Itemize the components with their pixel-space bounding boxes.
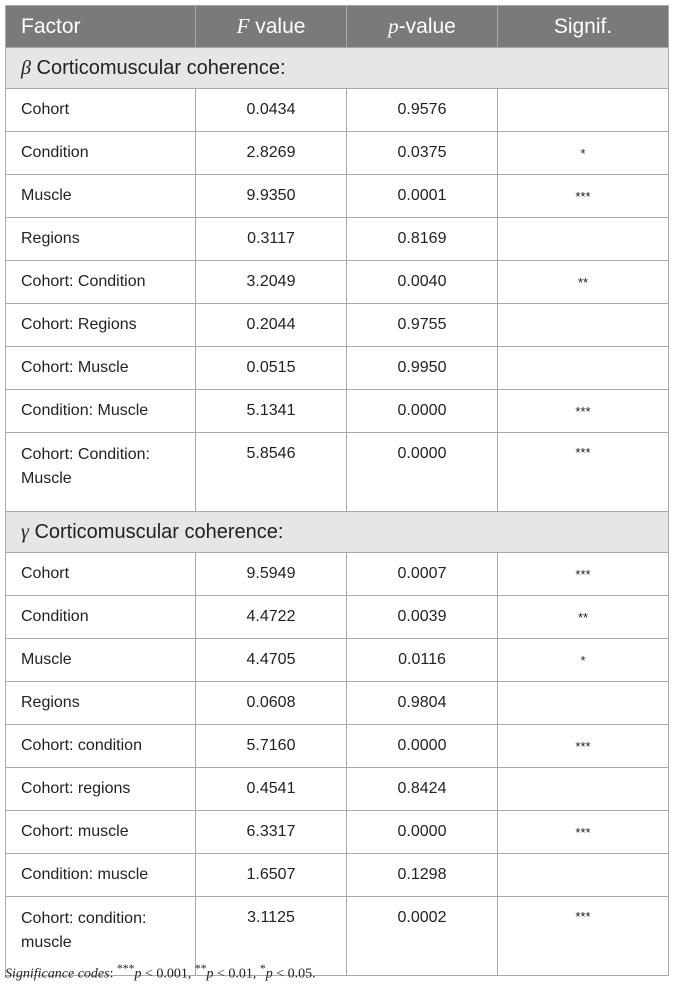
- section-title: [6, 512, 669, 553]
- table-row: [6, 639, 669, 682]
- table-row: [6, 218, 669, 261]
- cell-f-value: 0.0515: [196, 347, 347, 390]
- header-factor: Factor: [6, 6, 196, 48]
- factor-line-1: Cohort: Condition:: [21, 446, 150, 463]
- cell-f-value: 0.0434: [196, 89, 347, 132]
- table-row: [6, 433, 669, 512]
- cell-factor: [6, 433, 196, 512]
- cell-factor: Cohort: [6, 553, 196, 596]
- table-row: [6, 347, 669, 390]
- cell-p-value: 0.9804: [347, 682, 498, 725]
- cell-signif: ***: [498, 811, 669, 854]
- table-row: [6, 132, 669, 175]
- cell-p-value: 0.0002: [347, 897, 498, 976]
- cell-p-value: 0.8424: [347, 768, 498, 811]
- table-row: [6, 768, 669, 811]
- cell-signif: [498, 218, 669, 261]
- cell-factor: Cohort: Regions: [6, 304, 196, 347]
- cell-signif: [498, 682, 669, 725]
- cell-p-value: 0.0001: [347, 175, 498, 218]
- factor-line-2: muscle: [21, 934, 72, 951]
- cell-signif: **: [498, 261, 669, 304]
- cell-factor: Cohort: [6, 89, 196, 132]
- cell-factor: Regions: [6, 682, 196, 725]
- cell-f-value: 0.2044: [196, 304, 347, 347]
- cell-p-value: 0.0039: [347, 596, 498, 639]
- cell-signif: ***: [498, 390, 669, 433]
- cell-factor: Condition: Muscle: [6, 390, 196, 433]
- cell-signif: ***: [498, 897, 669, 976]
- table-row: [6, 811, 669, 854]
- footnote-colon: :: [109, 966, 117, 982]
- table-row: [6, 261, 669, 304]
- table-row: [6, 596, 669, 639]
- cell-factor: Cohort: regions: [6, 768, 196, 811]
- cell-signif: *: [498, 639, 669, 682]
- table-row: [6, 725, 669, 768]
- cell-p-value: 0.0040: [347, 261, 498, 304]
- cell-signif: ***: [498, 553, 669, 596]
- cell-signif: ***: [498, 725, 669, 768]
- header-f-label: value: [249, 15, 306, 38]
- section-symbol: γ: [21, 520, 29, 543]
- table-row: [6, 304, 669, 347]
- section-symbol: β: [21, 56, 31, 79]
- cell-factor: Regions: [6, 218, 196, 261]
- footnote-threshold-3: < 0.05.: [272, 966, 316, 982]
- footnote-p-3: p: [265, 966, 273, 982]
- cell-f-value: 4.4705: [196, 639, 347, 682]
- anova-results-table: [5, 5, 669, 976]
- cell-signif: ***: [498, 175, 669, 218]
- table-header-row: [6, 6, 669, 48]
- table-row: [6, 390, 669, 433]
- cell-signif: [498, 304, 669, 347]
- cell-signif: ***: [498, 433, 669, 512]
- cell-f-value: 0.3117: [196, 218, 347, 261]
- footnote-p-2: p: [206, 966, 214, 982]
- cell-f-value: 3.2049: [196, 261, 347, 304]
- cell-f-value: 9.5949: [196, 553, 347, 596]
- cell-factor: Condition: [6, 132, 196, 175]
- cell-factor: Muscle: [6, 175, 196, 218]
- cell-factor: Cohort: Condition: [6, 261, 196, 304]
- header-f-value: [196, 6, 347, 48]
- cell-f-value: 4.4722: [196, 596, 347, 639]
- significance-footnote: [5, 962, 316, 983]
- header-signif: Signif.: [498, 6, 669, 48]
- table-row: [6, 854, 669, 897]
- cell-f-value: 5.1341: [196, 390, 347, 433]
- section-title-text: Corticomuscular coherence:: [30, 56, 286, 79]
- section-header-row: [6, 512, 669, 553]
- cell-p-value: 0.0000: [347, 390, 498, 433]
- cell-f-value: 2.8269: [196, 132, 347, 175]
- footnote-threshold-1: < 0.001,: [141, 966, 195, 982]
- factor-line-2: Muscle: [21, 470, 72, 487]
- table-row: [6, 553, 669, 596]
- factor-line-1: Cohort: condition:: [21, 910, 147, 927]
- cell-p-value: 0.0000: [347, 433, 498, 512]
- footnote-stars-3: *: [259, 962, 266, 975]
- table-row: [6, 175, 669, 218]
- cell-p-value: 0.9755: [347, 304, 498, 347]
- cell-p-value: 0.0000: [347, 725, 498, 768]
- cell-f-value: 0.0608: [196, 682, 347, 725]
- cell-p-value: 0.8169: [347, 218, 498, 261]
- section-title: [6, 48, 669, 89]
- cell-f-value: 5.7160: [196, 725, 347, 768]
- cell-p-value: 0.9950: [347, 347, 498, 390]
- cell-f-value: 6.3317: [196, 811, 347, 854]
- cell-factor: Cohort: muscle: [6, 811, 196, 854]
- cell-p-value: 0.0000: [347, 811, 498, 854]
- cell-factor: Condition: muscle: [6, 854, 196, 897]
- footnote-p-1: p: [134, 966, 142, 982]
- footnote-label: Significance codes: [5, 966, 110, 982]
- header-p-symbol: p: [388, 14, 399, 38]
- footnote-threshold-2: < 0.01,: [213, 966, 260, 982]
- cell-f-value: 1.6507: [196, 854, 347, 897]
- cell-p-value: 0.0375: [347, 132, 498, 175]
- cell-signif: [498, 768, 669, 811]
- footnote-stars-2: **: [194, 962, 207, 975]
- cell-signif: **: [498, 596, 669, 639]
- cell-p-value: 0.0116: [347, 639, 498, 682]
- header-p-label: -value: [398, 15, 456, 38]
- section-header-row: [6, 48, 669, 89]
- cell-f-value: 0.4541: [196, 768, 347, 811]
- footnote-stars-1: ***: [116, 962, 135, 975]
- cell-factor: Cohort: Muscle: [6, 347, 196, 390]
- cell-factor: Condition: [6, 596, 196, 639]
- header-f-symbol: F: [236, 14, 250, 38]
- cell-p-value: 0.9576: [347, 89, 498, 132]
- cell-signif: [498, 347, 669, 390]
- cell-f-value: 3.1125: [196, 897, 347, 976]
- section-title-text: Corticomuscular coherence:: [28, 520, 284, 543]
- cell-f-value: 9.9350: [196, 175, 347, 218]
- cell-signif: [498, 89, 669, 132]
- cell-signif: [498, 854, 669, 897]
- cell-signif: *: [498, 132, 669, 175]
- table-row: [6, 89, 669, 132]
- cell-factor: Cohort: condition: [6, 725, 196, 768]
- header-p-value: [347, 6, 498, 48]
- cell-p-value: 0.0007: [347, 553, 498, 596]
- table-row: [6, 682, 669, 725]
- cell-p-value: 0.1298: [347, 854, 498, 897]
- cell-f-value: 5.8546: [196, 433, 347, 512]
- cell-factor: Muscle: [6, 639, 196, 682]
